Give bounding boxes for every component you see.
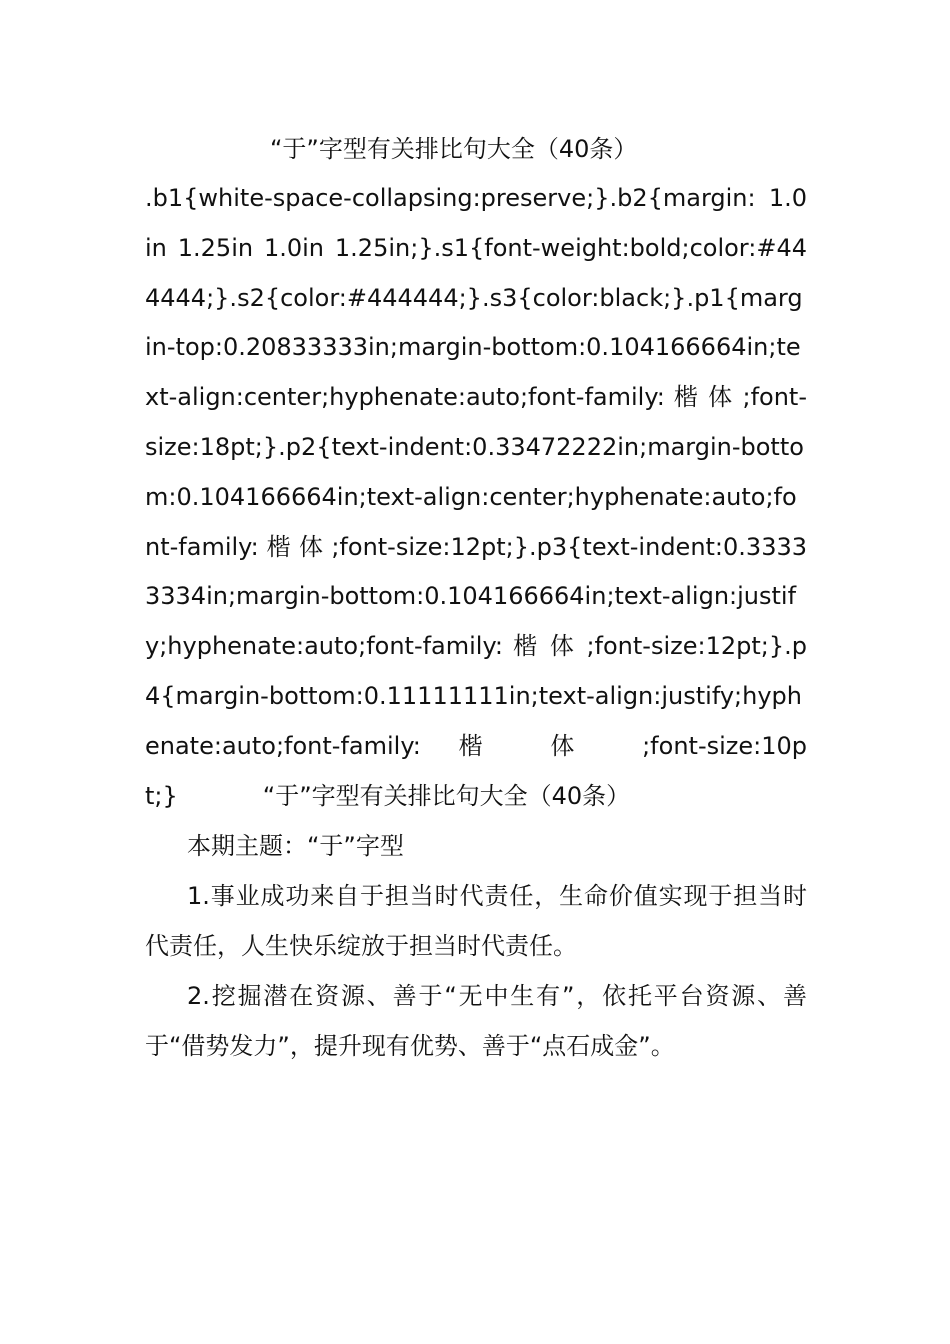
theme-line: 本期主题：“于”字型 bbox=[187, 832, 404, 861]
document-page bbox=[145, 124, 807, 1071]
paragraph-2: 2.挖掘潜在资源、善于“无中生有”，依托平台资源、善于“借势发力”，提升现有优势、善于“点石成金”。 bbox=[145, 982, 807, 1061]
inline-document-title: “于”字型有关排比句大全（40条） bbox=[262, 781, 631, 810]
paragraph-1: 1.事业成功来自于担当时代责任，生命价值实现于担当时代责任，人生快乐绽放于担当时代责任。 bbox=[145, 882, 807, 961]
document-title: “于”字型有关排比句大全（40条） bbox=[270, 135, 638, 163]
css-source-text bbox=[145, 174, 807, 821]
css-rules-text: .b1{white-space-collapsing:preserve;}.b2{margin: 1.0in 1.25in 1.0in 1.25in;}.s1{font-weight:bold;color:#444444;}.s2{color:#444444;}.s3{color:black;}.p1{margin-top:0.20833333in;margin-bottom:0.104166664in;text-align:center;hyphenate:auto;font-family: 楷 体 ;font-size:18pt;}.p2{text-indent:0.33472222in;margin-bottom:0.104166664in;text-align:center;hyphenate:auto;font-family: 楷 体 ;font-size:12pt;}.p3{text-indent:0.33333334in;margin-bottom:0.104166664in;text-align:justify;hyphenate:auto;font-family: 楷 体 ;font-size:12pt;}.p4{margin-bottom:0.11111111in;text-align:justify;hyphenate:auto;font-family: 楷 体 ;font-size:10pt;} bbox=[145, 184, 807, 810]
